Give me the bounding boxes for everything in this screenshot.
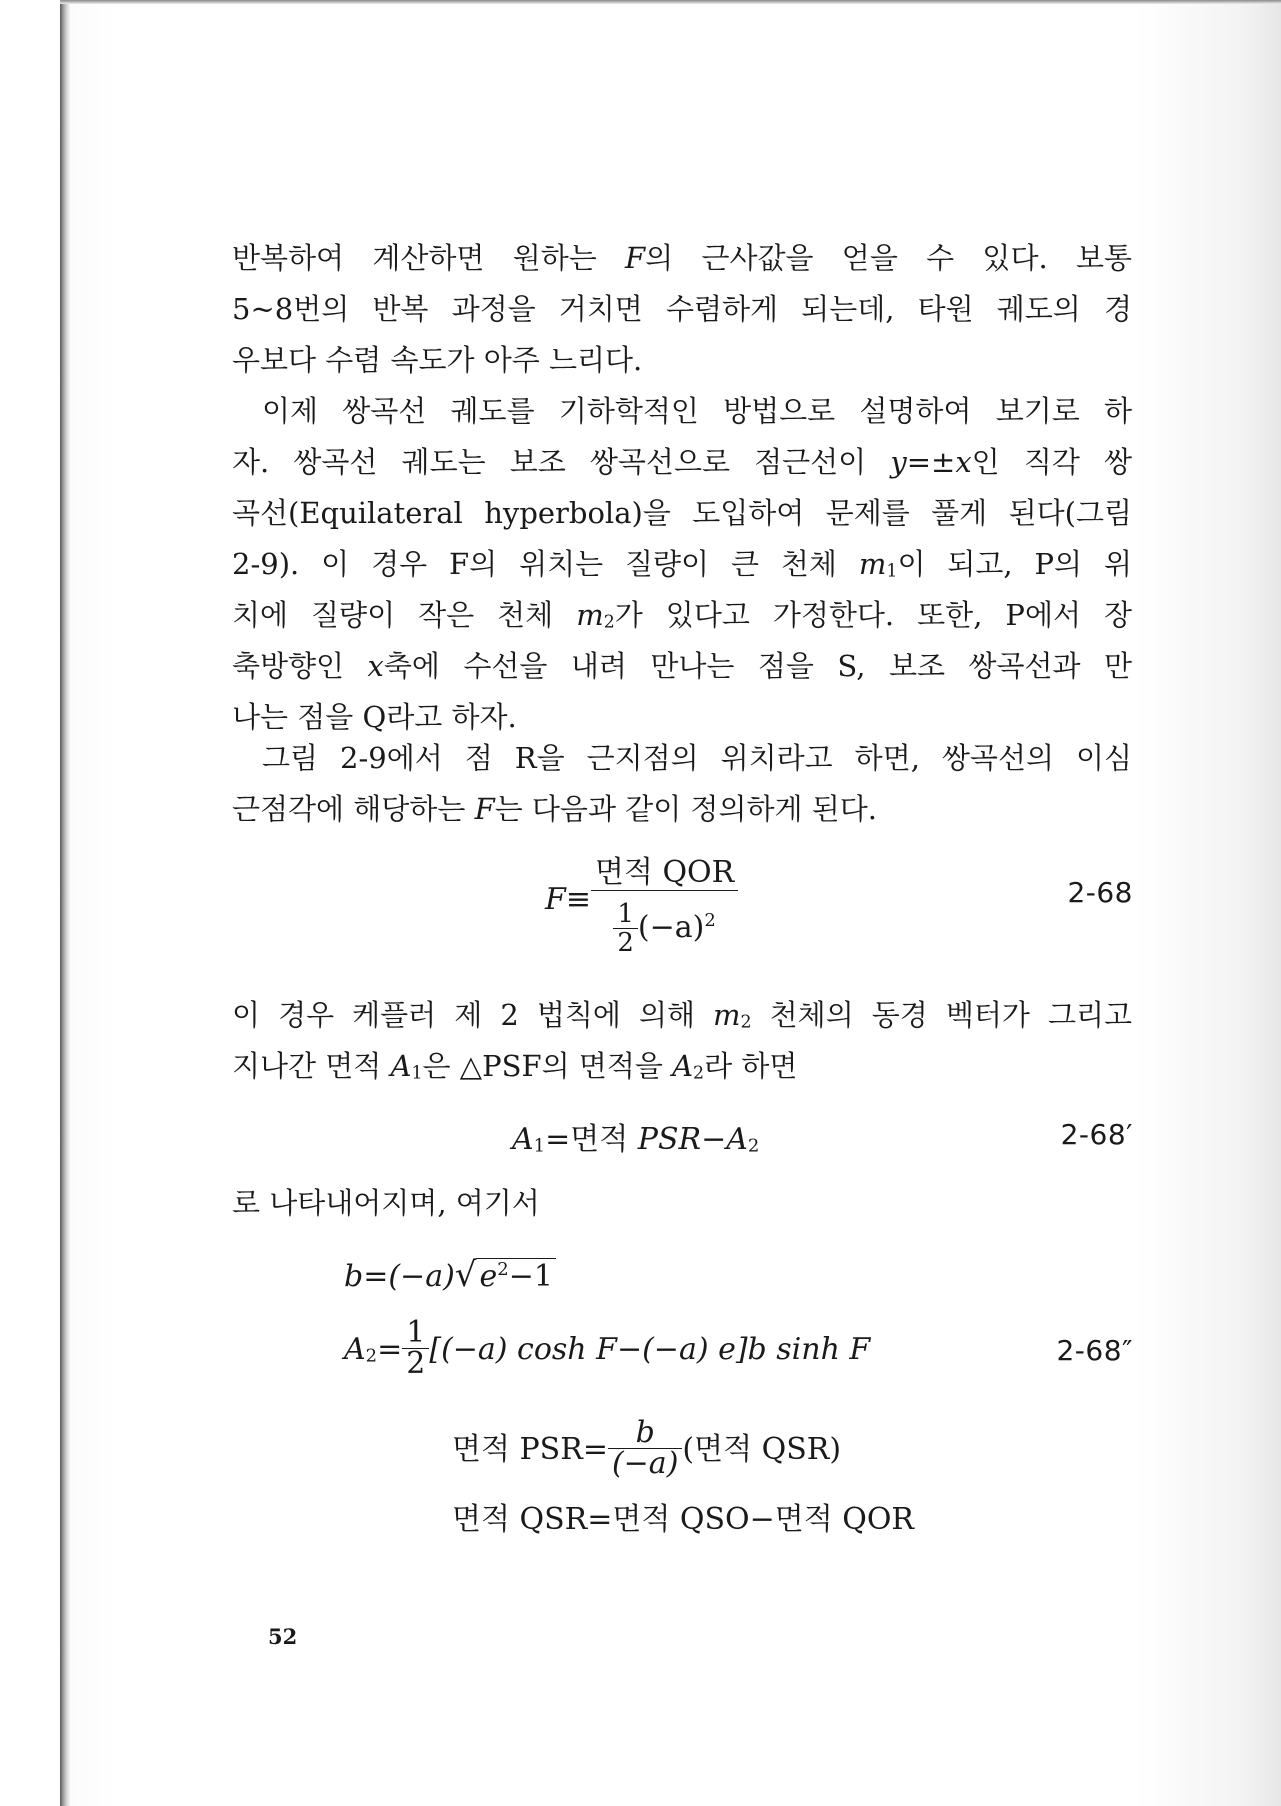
eq4-num: b <box>608 1418 682 1449</box>
equation-2-68-prime <box>512 1114 759 1158</box>
page-number: 52 <box>268 1624 298 1649</box>
eq1-denominator <box>591 891 738 958</box>
eq1-den-den: 2 <box>617 928 634 959</box>
text-line: 치에 질량이 작은 천체 $m_2$가 있다고 가정한다. 또한, P에서 장 <box>232 598 1132 633</box>
text-line: 축방향인 x축에 수선을 내려 만나는 점을 S, 보조 쌍곡선과 만 <box>232 649 1132 683</box>
equation-a2-definition <box>344 1315 871 1381</box>
eq4-fraction <box>608 1415 682 1481</box>
text-line: 곡선(Equilateral hyperbola)을 도입하여 문제를 풀게 된다(그림 <box>232 496 1132 530</box>
text-line: 이 경우 케플러 제 2 법칙에 의해 $m_2$ 천체의 동경 벡터가 그리고 <box>232 998 1132 1033</box>
eq1-lhs: F≡ <box>545 881 591 917</box>
eq3-rad-exp: 2 <box>497 1259 509 1281</box>
eq3-a2-fraction <box>402 1315 429 1381</box>
equation-b-definition <box>344 1255 556 1295</box>
text-line: 지나간 면적 $A_1$은 △PSF의 면적을 $A_2$라 하면 <box>232 1049 798 1084</box>
eq3-a2-num: 1 <box>402 1318 429 1349</box>
eq2-rhs-d: A <box>726 1122 748 1157</box>
eq3-a2-eq: = <box>377 1332 403 1367</box>
eq1-fraction <box>591 856 738 958</box>
text-line: 2-9). 이 경우 F의 위치는 질량이 큰 천체 $m_1$이 되고, P의 위 <box>232 547 1132 582</box>
eq1-den-tail: (−a) <box>637 909 705 945</box>
eq1-numerator: 면적 QOR <box>591 856 738 891</box>
eq3-sqrt: √ $e^2-1$ <box>455 1255 556 1295</box>
eq4-lhs: 면적 PSR= <box>452 1432 608 1467</box>
text-line: 이제 쌍곡선 궤도를 기하학적인 방법으로 설명하여 보기로 하 <box>262 394 1132 428</box>
eq2-rhs-a: =면적 <box>545 1122 638 1157</box>
text-line: 근점각에 해당하는 F는 다음과 같이 정의하게 된다. <box>232 792 877 826</box>
text-line: 그림 2-9에서 점 R을 근지점의 위치라고 하면, 쌍곡선의 이심 <box>262 741 1132 775</box>
text-line: 우보다 수렴 속도가 아주 느리다. <box>232 343 643 377</box>
eq2-rhs-d-sub: 2 <box>747 1135 760 1157</box>
eq2-rhs-c: − <box>701 1122 727 1157</box>
eq3-a2-sub: 2 <box>365 1345 378 1367</box>
equation-number-2-68-prime: 2-68′ <box>1060 1118 1133 1151</box>
paragraph-where <box>232 1178 1132 1229</box>
eq3-b-lhs: b <box>344 1259 364 1294</box>
eq3-b-mid: =(−a) <box>363 1259 455 1294</box>
eq1-den-num: 1 <box>613 900 638 929</box>
text-line: 나는 점을 Q라고 하자. <box>232 700 517 734</box>
equation-area-qsr <box>452 1494 914 1538</box>
equation-2-68 <box>545 856 738 958</box>
eq5-text: 면적 QSR=면적 QSO−면적 QOR <box>452 1502 915 1537</box>
eq3-a2-lhs: A <box>344 1332 366 1367</box>
equation-area-psr <box>452 1415 842 1481</box>
text-line: 로 나타내어지며, 여기서 <box>232 1186 540 1220</box>
paragraph-eccentric-anomaly <box>232 733 1132 835</box>
paragraph-iteration <box>232 233 1132 386</box>
text-line: 반복하여 계산하면 원하는 F의 근사값을 얻을 수 있다. 보통 <box>232 241 1132 275</box>
eq1-den-exp: 2 <box>704 910 716 931</box>
eq3-a2-rest: [(−a) cosh F−(−a) e]b sinh F <box>429 1332 871 1367</box>
eq4-tail: (면적 QSR) <box>682 1432 842 1467</box>
eq3-a2-den: 2 <box>406 1346 426 1381</box>
paragraph-kepler-area <box>232 990 1132 1092</box>
eq2-lhs-sub: 1 <box>533 1135 546 1157</box>
equation-number-2-68: 2-68 <box>1067 876 1133 909</box>
text-line: 5~8번의 반복 과정을 거치면 수렴하게 되는데, 타원 궤도의 경 <box>232 292 1132 326</box>
paragraph-hyperbola-orbit <box>232 386 1132 743</box>
text-line: 자. 쌍곡선 궤도는 보조 쌍곡선으로 점근선이 y=±x인 직각 쌍 <box>232 445 1133 479</box>
eq2-lhs: A <box>512 1122 534 1157</box>
eq4-den: (−a) <box>611 1446 679 1481</box>
equation-number-2-68-double-prime: 2-68″ <box>1056 1334 1133 1367</box>
book-spine-edge <box>60 0 70 1806</box>
eq3-rad-base: e <box>479 1259 498 1294</box>
eq3-rad-tail: −1 <box>508 1259 553 1294</box>
eq2-rhs-b: PSR <box>637 1122 702 1157</box>
